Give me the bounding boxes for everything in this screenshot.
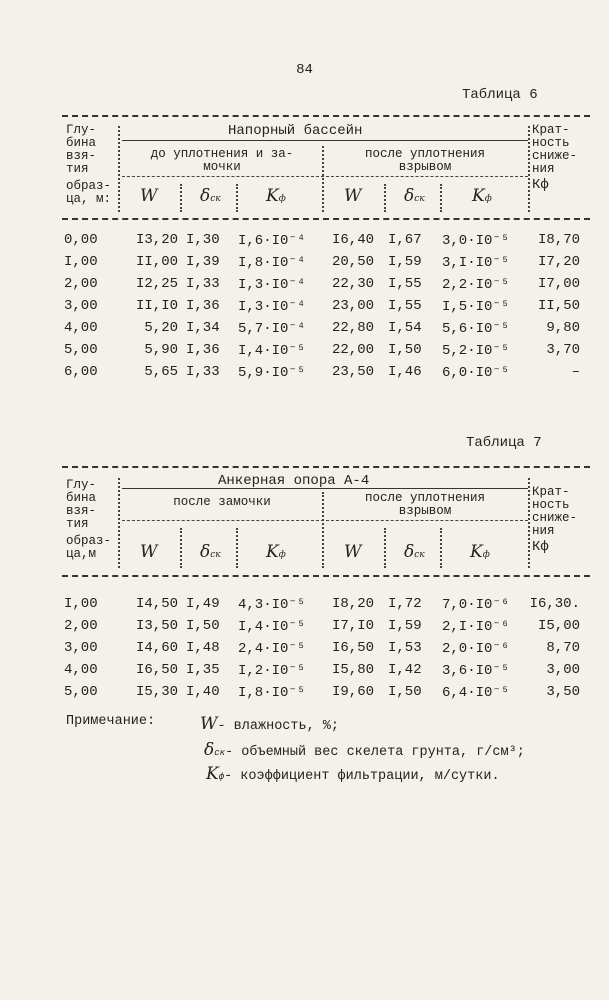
table-cell: I,55 bbox=[388, 276, 422, 292]
depth-header-line: взя- bbox=[66, 149, 97, 163]
col-separator bbox=[236, 528, 238, 568]
table-cell: 22,80 bbox=[331, 320, 374, 336]
table-cell: I4,50 bbox=[135, 596, 178, 612]
table-cell: I4,60 bbox=[135, 640, 178, 656]
subgroup-line: после уплотнения bbox=[364, 491, 486, 505]
table-cell: I,4·I0⁻⁵ bbox=[238, 619, 306, 635]
table-7-caption: Таблица 7 bbox=[466, 435, 542, 451]
table-row bbox=[64, 232, 594, 252]
table-cell: I,59 bbox=[388, 618, 422, 634]
table-6-depth-separator bbox=[118, 126, 120, 212]
table-7-top-rule bbox=[62, 466, 590, 468]
table-cell: I,2·I0⁻⁵ bbox=[238, 663, 306, 679]
note-text: - влажность, %; bbox=[217, 719, 340, 734]
table-cell: 4,3·I0⁻⁵ bbox=[238, 597, 306, 613]
depth-header-line: Глу- bbox=[66, 123, 97, 137]
table-cell: I,4·I0⁻⁵ bbox=[238, 343, 306, 359]
table-cell: I,8·I0⁻⁴ bbox=[238, 255, 306, 271]
table-cell: I6,50 bbox=[135, 662, 178, 678]
table-cell: I,46 bbox=[388, 364, 422, 380]
k-subscript: ф bbox=[484, 194, 492, 204]
table-row bbox=[64, 298, 594, 318]
table-7-subgroup-underline bbox=[122, 520, 528, 521]
col-delta-symbol bbox=[404, 542, 425, 562]
table-cell: 2,I·I0⁻⁶ bbox=[442, 619, 510, 635]
ratio-header-line: Крат- bbox=[532, 123, 570, 137]
table-cell: I6,40 bbox=[331, 232, 374, 248]
table-cell: I,00 bbox=[64, 254, 98, 270]
table-cell: I,72 bbox=[388, 596, 422, 612]
note-line-w bbox=[200, 714, 339, 734]
table-cell: I6,50 bbox=[331, 640, 374, 656]
delta-subscript: ск bbox=[414, 194, 425, 204]
table-row bbox=[64, 254, 594, 274]
table-cell: I,5·I0⁻⁵ bbox=[442, 299, 510, 315]
table-cell: I,8·I0⁻⁵ bbox=[238, 685, 306, 701]
table-6-ratio-separator bbox=[528, 126, 530, 212]
col-separator bbox=[384, 528, 386, 568]
depth-header-line: образ- bbox=[66, 179, 112, 193]
table-cell: 5,00 bbox=[64, 342, 98, 358]
k-subscript: ф bbox=[278, 194, 286, 204]
k-subscript: ф bbox=[278, 550, 286, 560]
col-separator bbox=[384, 184, 386, 212]
table-cell: 23,50 bbox=[331, 364, 374, 380]
table-cell: I,53 bbox=[388, 640, 422, 656]
ratio-header-line: сниже- bbox=[532, 511, 578, 525]
k-letter: K bbox=[470, 542, 483, 562]
table-cell: I,49 bbox=[186, 596, 220, 612]
subgroup-line: взрывом bbox=[398, 160, 452, 174]
table-6-subgroup-underline bbox=[122, 176, 528, 177]
subgroup-line: мочки bbox=[203, 160, 241, 174]
col-delta-symbol bbox=[404, 186, 425, 206]
table-6-subgroup-after bbox=[326, 148, 524, 174]
depth-header-line: ца, м: bbox=[66, 192, 112, 206]
note-label: Примечание: bbox=[66, 714, 156, 729]
col-separator bbox=[236, 184, 238, 212]
w-symbol: W bbox=[200, 714, 218, 734]
table-cell: 20,50 bbox=[331, 254, 374, 270]
depth-header-line: взя- bbox=[66, 504, 97, 518]
table-row bbox=[64, 684, 594, 704]
table-cell: 6,4·I0⁻⁵ bbox=[442, 685, 510, 701]
table-cell: 2,0·I0⁻⁶ bbox=[442, 641, 510, 657]
table-6-top-rule bbox=[62, 115, 590, 117]
table-cell: 3,00 bbox=[546, 662, 580, 678]
table-cell: I,3·I0⁻⁴ bbox=[238, 277, 306, 293]
col-separator bbox=[180, 184, 182, 212]
ratio-header-line: Крат- bbox=[532, 485, 570, 499]
table-cell: 4,00 bbox=[64, 320, 98, 336]
table-row bbox=[64, 662, 594, 682]
table-cell: I,35 bbox=[186, 662, 220, 678]
table-cell: 6,00 bbox=[64, 364, 98, 380]
subgroup-line: после уплотнения bbox=[364, 147, 486, 161]
col-k-symbol bbox=[266, 186, 286, 206]
ratio-header-line: сниже- bbox=[532, 149, 578, 163]
table-cell: I,33 bbox=[186, 276, 220, 292]
delta-letter: δ bbox=[404, 542, 415, 562]
table-cell: I,67 bbox=[388, 232, 422, 248]
table-cell: II,50 bbox=[537, 298, 580, 314]
table-6-subgroup-before bbox=[124, 148, 320, 174]
table-row bbox=[64, 640, 594, 660]
table-cell: I,54 bbox=[388, 320, 422, 336]
depth-header-line: Глу- bbox=[66, 478, 97, 492]
table-cell: I,50 bbox=[388, 684, 422, 700]
table-cell: 22,30 bbox=[331, 276, 374, 292]
table-7-subgroup-after bbox=[326, 492, 524, 518]
table-cell: I,30 bbox=[186, 232, 220, 248]
depth-header-line: образ- bbox=[66, 534, 112, 548]
table-6-subgroup-separator bbox=[322, 146, 324, 212]
table-7-depth-header bbox=[66, 479, 111, 561]
table-cell: 2,00 bbox=[64, 276, 98, 292]
table-cell: I,50 bbox=[186, 618, 220, 634]
table-cell: I3,50 bbox=[135, 618, 178, 634]
col-separator bbox=[440, 184, 442, 212]
table-cell: 3,00 bbox=[64, 298, 98, 314]
delta-letter: δ bbox=[404, 186, 415, 206]
table-cell: I,42 bbox=[388, 662, 422, 678]
table-cell: I,33 bbox=[186, 364, 220, 380]
subgroup-line: до уплотнения и за- bbox=[150, 147, 294, 161]
table-row bbox=[64, 596, 594, 616]
table-cell: II,I0 bbox=[135, 298, 178, 314]
table-cell: 5,9·I0⁻⁵ bbox=[238, 365, 306, 381]
table-cell: 3,50 bbox=[546, 684, 580, 700]
delta-subscript: ск bbox=[210, 550, 221, 560]
k-subscript: ф bbox=[218, 772, 225, 782]
table-7-ratio-header bbox=[532, 486, 577, 554]
note-line-delta bbox=[204, 740, 525, 760]
col-delta-symbol bbox=[200, 186, 221, 206]
table-cell: 3,70 bbox=[546, 342, 580, 358]
table-cell: I,48 bbox=[186, 640, 220, 656]
table-cell: 3,I·I0⁻⁵ bbox=[442, 255, 510, 271]
table-cell: I,55 bbox=[388, 298, 422, 314]
table-cell: 5,2·I0⁻⁵ bbox=[442, 343, 510, 359]
table-cell: I2,25 bbox=[135, 276, 178, 292]
table-cell: 5,90 bbox=[144, 342, 178, 358]
table-cell: 2,4·I0⁻⁵ bbox=[238, 641, 306, 657]
ratio-header-line: ность bbox=[532, 498, 570, 512]
delta-letter: δ bbox=[200, 186, 211, 206]
col-w-symbol: W bbox=[344, 186, 362, 206]
table-6-ratio-header bbox=[532, 124, 577, 192]
delta-subscript: ск bbox=[214, 748, 226, 758]
depth-header-line: тия bbox=[66, 517, 89, 531]
table-cell: I7,00 bbox=[537, 276, 580, 292]
table-cell: 6,0·I0⁻⁵ bbox=[442, 365, 510, 381]
delta-subscript: ск bbox=[414, 550, 425, 560]
table-cell: I5,80 bbox=[331, 662, 374, 678]
col-w-symbol: W bbox=[344, 542, 362, 562]
table-cell: 22,00 bbox=[331, 342, 374, 358]
table-row bbox=[64, 276, 594, 296]
col-separator bbox=[180, 528, 182, 568]
table-7-header-rule bbox=[62, 575, 590, 577]
table-row bbox=[64, 364, 594, 384]
table-cell: I9,60 bbox=[331, 684, 374, 700]
table-6-header-rule bbox=[62, 218, 590, 220]
table-cell: I6,30. bbox=[529, 596, 580, 612]
table-7-subgroup-separator bbox=[322, 492, 324, 568]
note-text: - коэффициент фильтрации, м/сутки. bbox=[224, 769, 500, 784]
table-cell: I,36 bbox=[186, 298, 220, 314]
table-cell: 2,00 bbox=[64, 618, 98, 634]
table-cell: I,39 bbox=[186, 254, 220, 270]
table-6-group-title: Напорный бассейн bbox=[228, 123, 363, 139]
table-cell: 0,00 bbox=[64, 232, 98, 248]
table-cell: I7,I0 bbox=[331, 618, 374, 634]
table-7-depth-separator bbox=[118, 478, 120, 568]
table-row bbox=[64, 618, 594, 638]
table-7-ratio-separator bbox=[528, 478, 530, 568]
depth-header-line: ца,м bbox=[66, 547, 97, 561]
table-cell: 5,65 bbox=[144, 364, 178, 380]
delta-subscript: ск bbox=[210, 194, 221, 204]
k-subscript: ф bbox=[482, 550, 490, 560]
ratio-header-line: ния bbox=[532, 524, 555, 538]
table-cell: 3,0·I0⁻⁵ bbox=[442, 233, 510, 249]
subgroup-line: после замочки bbox=[173, 495, 271, 509]
table-cell: 5,00 bbox=[64, 684, 98, 700]
table-cell: I5,00 bbox=[537, 618, 580, 634]
table-cell: I7,20 bbox=[537, 254, 580, 270]
ratio-symbol: Кф bbox=[532, 177, 549, 193]
k-letter: K bbox=[266, 186, 279, 206]
table-6-caption: Таблица 6 bbox=[462, 87, 538, 103]
table-cell: I8,70 bbox=[537, 232, 580, 248]
table-cell: 2,2·I0⁻⁵ bbox=[442, 277, 510, 293]
table-cell: 3,6·I0⁻⁵ bbox=[442, 663, 510, 679]
table-cell: – bbox=[571, 364, 580, 380]
table-cell: 7,0·I0⁻⁶ bbox=[442, 597, 510, 613]
k-letter: K bbox=[472, 186, 485, 206]
depth-header-line: тия bbox=[66, 162, 89, 176]
table-cell: 23,00 bbox=[331, 298, 374, 314]
col-delta-symbol bbox=[200, 542, 221, 562]
table-cell: 5,7·I0⁻⁴ bbox=[238, 321, 306, 337]
col-k-symbol bbox=[470, 542, 490, 562]
table-cell: I,34 bbox=[186, 320, 220, 336]
table-cell: I,6·I0⁻⁴ bbox=[238, 233, 306, 249]
table-7-group-title: Анкерная опора А-4 bbox=[218, 473, 370, 489]
table-row bbox=[64, 342, 594, 362]
col-k-symbol bbox=[472, 186, 492, 206]
col-w-symbol: W bbox=[140, 542, 158, 562]
note-line-k bbox=[206, 764, 500, 784]
subgroup-line: взрывом bbox=[398, 504, 452, 518]
k-letter: K bbox=[266, 542, 279, 562]
table-cell: I,59 bbox=[388, 254, 422, 270]
table-cell: 4,00 bbox=[64, 662, 98, 678]
note-text: - объемный вес скелета грунта, г/см³; bbox=[225, 745, 525, 760]
table-cell: I,36 bbox=[186, 342, 220, 358]
col-k-symbol bbox=[266, 542, 286, 562]
table-cell: I,50 bbox=[388, 342, 422, 358]
table-cell: II,00 bbox=[135, 254, 178, 270]
table-cell: I,3·I0⁻⁴ bbox=[238, 299, 306, 315]
table-cell: 9,80 bbox=[546, 320, 580, 336]
table-cell: I8,20 bbox=[331, 596, 374, 612]
table-cell: 3,00 bbox=[64, 640, 98, 656]
depth-header-line: бина bbox=[66, 136, 97, 150]
ratio-header-line: ность bbox=[532, 136, 570, 150]
table-6-depth-header bbox=[66, 124, 111, 206]
table-7-group-underline bbox=[122, 488, 528, 489]
ratio-header-line: ния bbox=[532, 162, 555, 176]
depth-header-line: бина bbox=[66, 491, 97, 505]
table-cell: I5,30 bbox=[135, 684, 178, 700]
ratio-symbol: Кф bbox=[532, 539, 549, 555]
table-row bbox=[64, 320, 594, 340]
table-7-subgroup-before bbox=[124, 496, 320, 509]
table-cell: 8,70 bbox=[546, 640, 580, 656]
col-separator bbox=[440, 528, 442, 568]
page-number: 84 bbox=[296, 62, 313, 78]
table-cell: I3,20 bbox=[135, 232, 178, 248]
table-cell: I,40 bbox=[186, 684, 220, 700]
table-cell: 5,20 bbox=[144, 320, 178, 336]
k-symbol: K bbox=[206, 764, 219, 784]
table-cell: I,00 bbox=[64, 596, 98, 612]
table-6-group-underline bbox=[122, 140, 528, 141]
col-w-symbol: W bbox=[140, 186, 158, 206]
table-cell: 5,6·I0⁻⁵ bbox=[442, 321, 510, 337]
delta-letter: δ bbox=[200, 542, 211, 562]
delta-symbol: δ bbox=[204, 740, 215, 760]
